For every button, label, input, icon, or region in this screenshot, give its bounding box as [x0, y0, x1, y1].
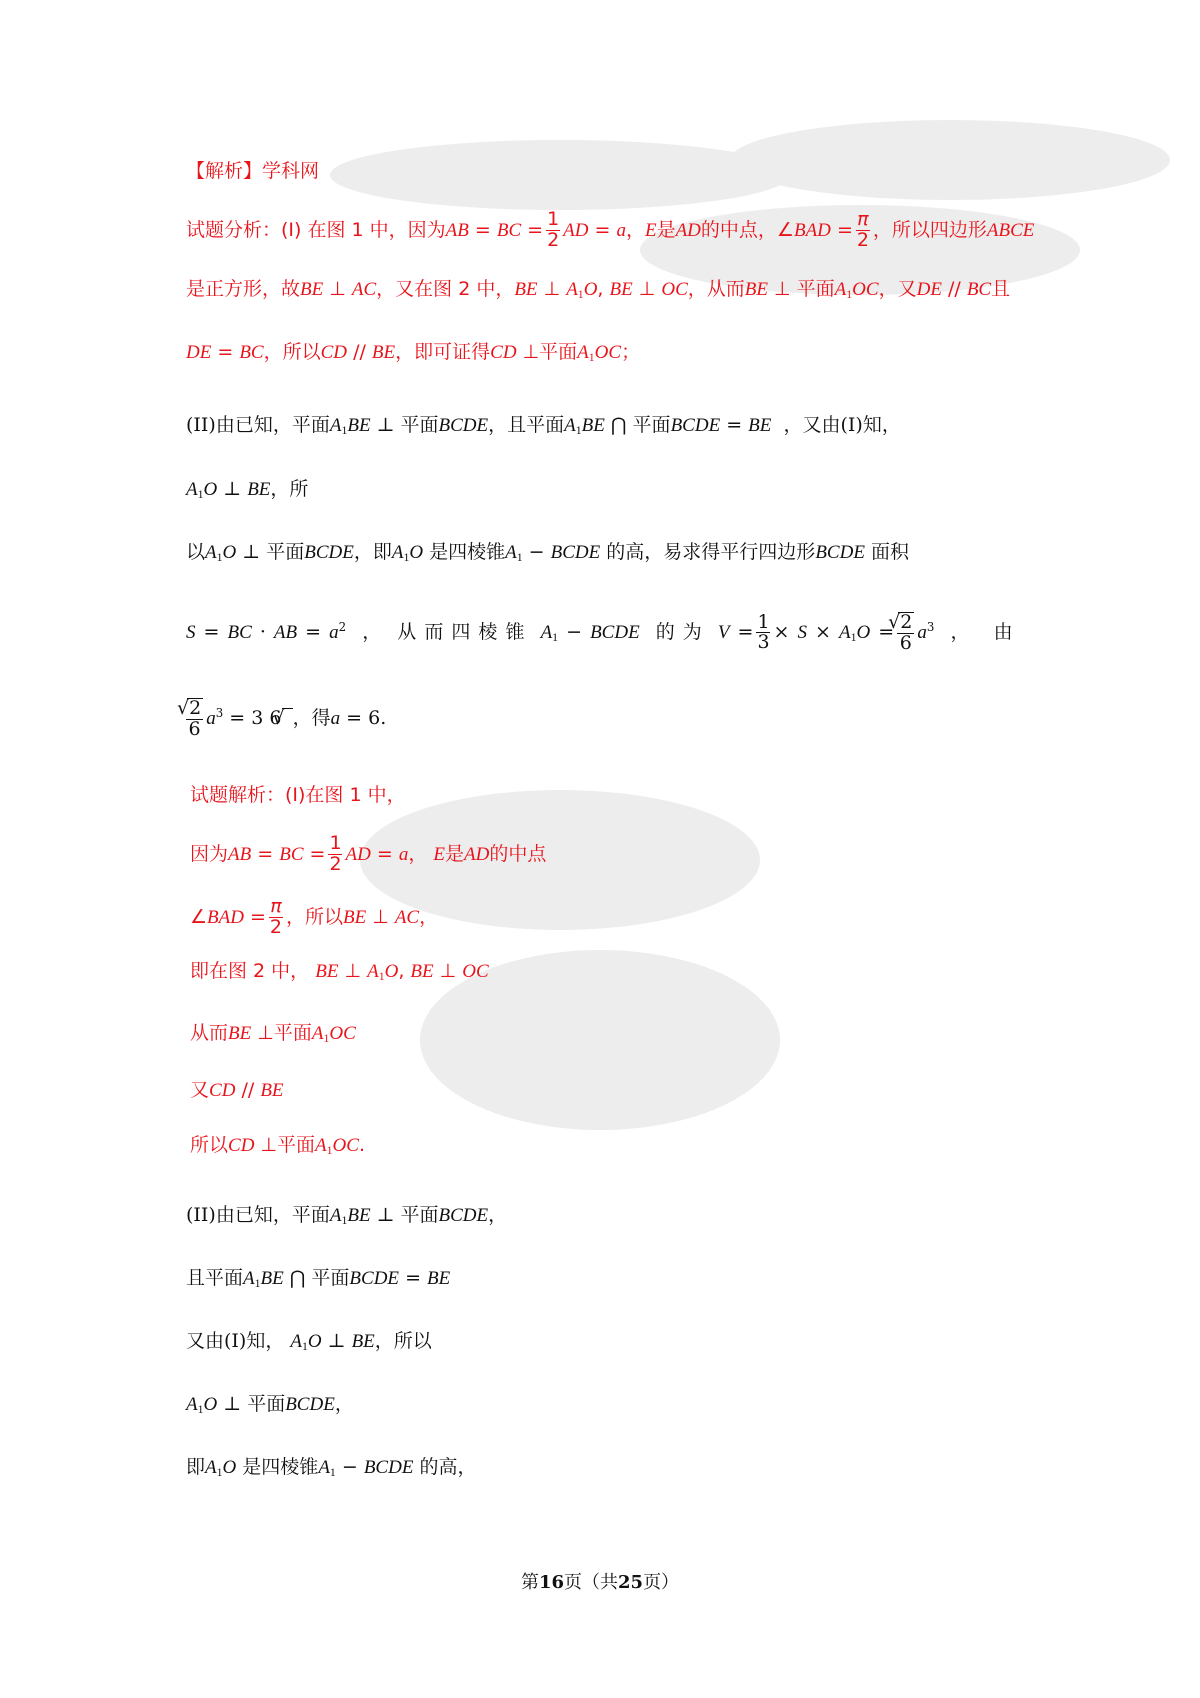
solution-line-6: 又CD // BE — [190, 1079, 284, 1101]
part2-line-5: √ $\frac{2}{6}$ $a^3 = 3$ 6√ ，得a = 6. — [186, 698, 386, 740]
part2b-line-2: 且平面A1BE ⋂ 平面BCDE = BE — [186, 1267, 451, 1290]
page-footer: 第16页（共25页） — [520, 1572, 680, 1593]
solution-line-3: ∠BAD = $\frac{\pi}{2}$ ，所以BE ⊥ AC， — [190, 895, 439, 938]
analysis-line-3: DE = BC，所以CD // BE，即可证得CD ⊥平面A1OC； — [186, 341, 641, 364]
part2-line-1: (II)由已知，平面A1BE ⊥ 平面BCDE，且平面A1BE ⋂ 平面BCDE = BE ，又由(I)知， — [186, 414, 901, 437]
part2-line-4: S = BC · AB = $a^2$ ， 从 而 四 棱 锥 A1 − BCDE 的 为 V = $\frac{1}{3}$ × S × A1O = √ $\frac{2}{6}$ $a^3$ ， 由 — [186, 612, 1013, 654]
part2b-line-3: 又由(I)知， A1O ⊥ BE，所以 — [186, 1330, 432, 1353]
part2b-line-5: 即A1O 是四棱锥A1 − BCDE 的高， — [186, 1456, 477, 1479]
section-title: 【解析】学科网 — [186, 160, 320, 182]
solution-line-1: 试题解析：(I)在图 1 中， — [190, 784, 406, 806]
part2-line-2: A1O ⊥ BE，所 — [186, 478, 309, 501]
solution-line-2: 因为AB = BC = $\frac{1}{2}$ AD = a， E是AD的中点 — [190, 832, 547, 875]
watermark-blob — [730, 120, 1170, 200]
watermark-blob — [330, 140, 790, 210]
page-total: 25 — [618, 1572, 644, 1593]
analysis-line-2: 是正方形，故BE ⊥ AC，又在图 2 中，BE ⊥ A1O, BE ⊥ OC，从而BE ⊥ 平面A1OC，又DE // BC且 — [186, 278, 1011, 301]
part2b-line-4: A1O ⊥ 平面BCDE， — [186, 1393, 354, 1416]
solution-line-5: 从而BE ⊥平面A1OC — [190, 1022, 356, 1045]
part2b-line-1: (II)由已知，平面A1BE ⊥ 平面BCDE， — [186, 1204, 508, 1227]
analysis-line-1: 试题分析：(I) 在图 1 中，因为AB = BC = $\frac{1}{2}$ AD = a，E是AD的中点，∠BAD = $\frac{\pi}{2}$ ，所以四边形ABCE — [186, 208, 1035, 251]
page-number: 16 — [538, 1572, 564, 1593]
part2-line-3: 以A1O ⊥ 平面BCDE，即A1O 是四棱锥A1 − BCDE 的高，易求得平行四边形BCDE 面积 — [186, 541, 909, 564]
solution-line-4: 即在图 2 中， BE ⊥ A1O, BE ⊥ OC — [190, 960, 489, 983]
solution-line-7: 所以CD ⊥平面A1OC. — [190, 1134, 365, 1157]
